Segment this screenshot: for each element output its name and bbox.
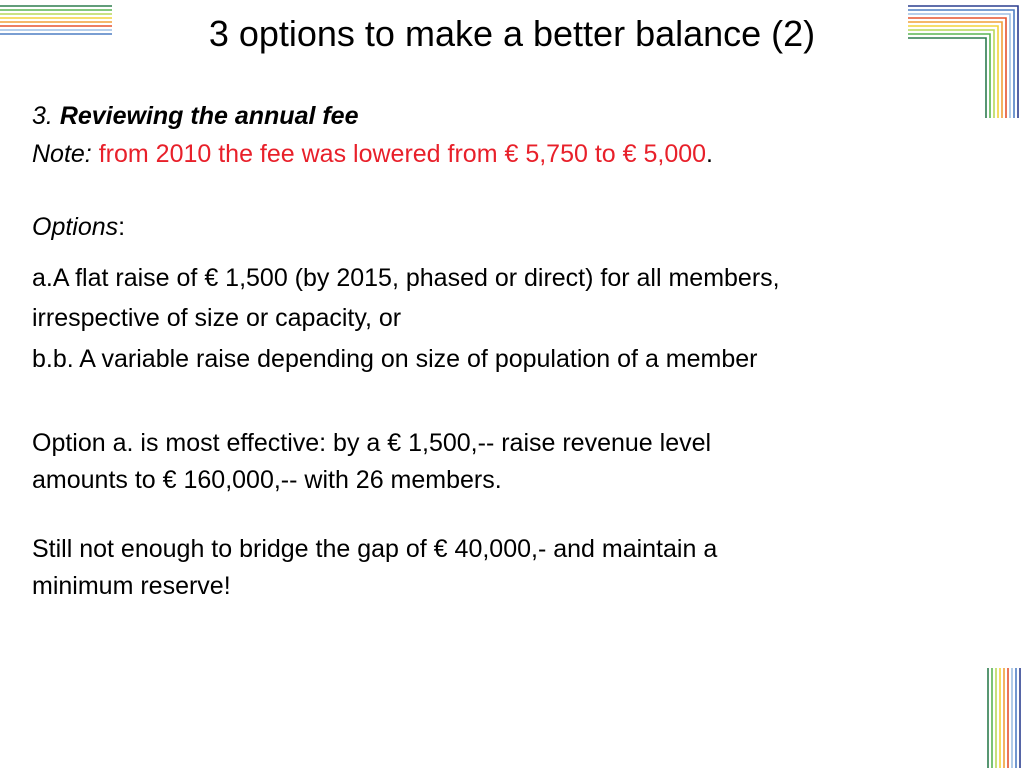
section-number: 3. bbox=[32, 102, 53, 130]
paragraph-2-line-1: Still not enough to bridge the gap of € 40,000,- and maintain a bbox=[32, 535, 718, 563]
options-label: Options bbox=[32, 213, 119, 241]
option-b-line: b.b. A variable raise depending on size of population of a member bbox=[32, 345, 758, 373]
paragraph-1-line-1: Option a. is most effective: by a € 1,500,-- raise revenue level bbox=[32, 429, 712, 457]
paragraph-1-line-2: amounts to € 160,000,-- with 26 members. bbox=[32, 466, 502, 494]
decorative-stripes-bottom-right bbox=[984, 668, 1024, 768]
option-a-line-1: a.A flat raise of € 1,500 (by 2015, phased or direct) for all members, bbox=[32, 264, 780, 292]
options-colon: : bbox=[118, 213, 126, 241]
slide-title: 3 options to make a better balance (2) bbox=[208, 13, 816, 54]
paragraph-2-line-2: minimum reserve! bbox=[32, 572, 231, 600]
option-a-line-2: irrespective of size or capacity, or bbox=[32, 304, 402, 332]
note-line bbox=[32, 139, 982, 169]
note-label: Note: bbox=[32, 140, 92, 168]
section-heading bbox=[32, 101, 982, 131]
note-end: . bbox=[706, 140, 713, 168]
section-heading-text: Reviewing the annual fee bbox=[59, 102, 359, 130]
options-label-line bbox=[32, 212, 982, 242]
note-text: from 2010 the fee was lowered from € 5,750 to € 5,000 bbox=[98, 140, 707, 168]
